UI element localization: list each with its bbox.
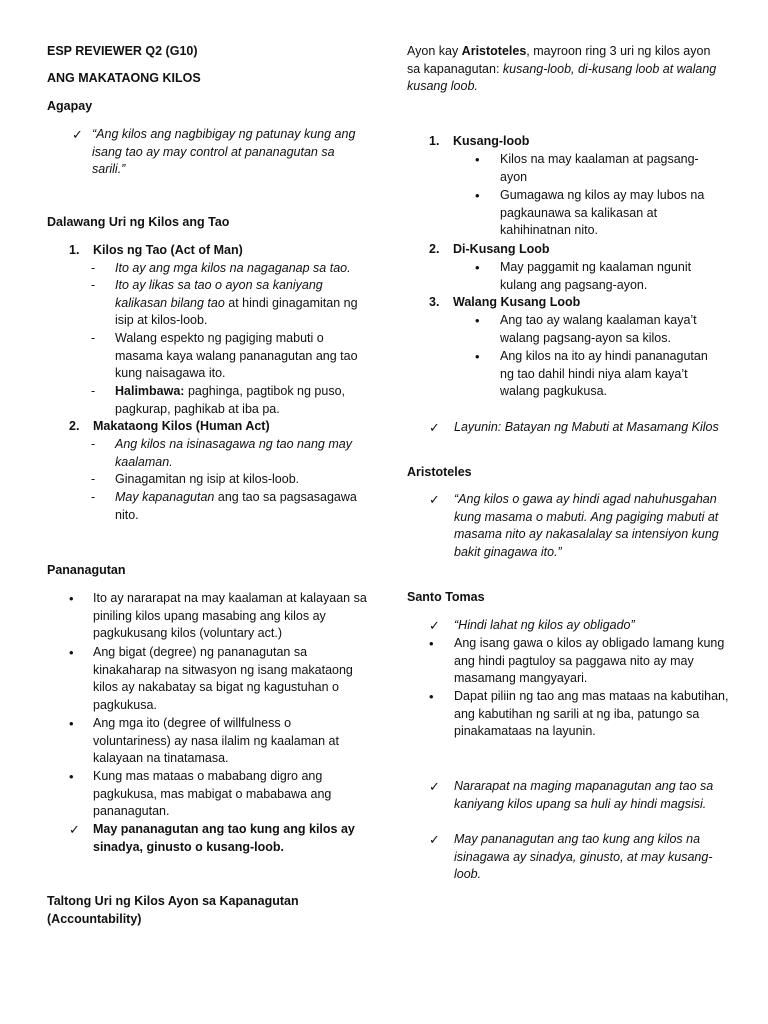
bullet-marker: • xyxy=(429,689,434,704)
check-icon: ✓ xyxy=(429,618,440,633)
checked-item xyxy=(429,831,729,884)
bullet-marker: • xyxy=(69,769,74,784)
heading-agapay: Agapay xyxy=(47,99,93,113)
list-number: 2. xyxy=(429,242,440,256)
list-number: 1. xyxy=(69,243,80,257)
list-item-text: Walang espekto ng pagiging mabuti o masama kaya walang pananagutan ang tao kung naisagawa ito. xyxy=(115,331,358,380)
section-title-makataong-kilos: ANG MAKATAONG KILOS xyxy=(47,71,201,85)
list-item xyxy=(475,151,715,186)
list-item-text: Ang isang gawa o kilos ay obligado lamang kung ang hindi pagtuloy sa paggawa nito ay may masamang mangyayari. xyxy=(454,636,725,685)
list-item-text: Gumagawa ng kilos ay may lubos na pagkaunawa sa kalikasan at kahihinatnan nito. xyxy=(500,188,705,237)
list-item-text: Ito ay nararapat na may kaalaman at kalayaan sa piniling kilos upang masabing ang kilos ay pagkukusang kilos (voluntary act.) xyxy=(93,591,367,640)
list-item xyxy=(475,312,715,347)
santo-tomas-quote-item xyxy=(429,617,729,635)
heading-dalawang-uri: Dalawang Uri ng Kilos ang Tao xyxy=(47,215,230,229)
agapay-quote-item xyxy=(72,126,362,179)
aristoteles-quote-item xyxy=(429,491,729,561)
list-item-text: Ang mga ito (degree of willfulness o voluntariness) ay nasa ilalim ng kaalaman at kalayaan na tinatamasa. xyxy=(93,716,339,765)
list-item xyxy=(69,715,367,768)
document-title: ESP REVIEWER Q2 (G10) xyxy=(47,44,198,58)
list-item-text xyxy=(115,489,367,524)
bullet-marker: • xyxy=(475,260,480,275)
kilos-ng-tao-title: Kilos ng Tao (Act of Man) xyxy=(93,243,243,257)
list-item-text: Ito ay ang mga kilos na nagaganap sa tao. xyxy=(115,261,351,275)
plain-text: ang tao sa pagsasagawa nito. xyxy=(115,490,357,522)
bullet-marker: • xyxy=(69,645,74,660)
heading-santo-tomas: Santo Tomas xyxy=(407,590,485,604)
list-item xyxy=(91,489,367,524)
santo-tomas-quote: “Hindi lahat ng kilos ay obligado” xyxy=(454,618,635,632)
list-item xyxy=(91,383,367,418)
list-item xyxy=(69,644,367,714)
layunin-item xyxy=(429,419,729,437)
dash-marker: - xyxy=(91,261,96,275)
layunin-text: Layunin: Batayan ng Mabuti at Masamang Kilos xyxy=(454,420,719,434)
bold-text: Aristoteles xyxy=(461,44,527,58)
makataong-kilos-item xyxy=(69,418,349,436)
dash-marker: - xyxy=(91,437,96,451)
list-item xyxy=(91,330,367,383)
check-icon: ✓ xyxy=(429,420,440,435)
list-number: 2. xyxy=(69,419,80,433)
list-item-text: Ginagamitan ng isip at kilos-loob. xyxy=(115,472,300,486)
dash-marker: - xyxy=(91,331,96,345)
list-number: 1. xyxy=(429,134,440,148)
bold-text: Halimbawa: xyxy=(115,384,185,398)
list-item-text: Ang kilos na ito ay hindi pananagutan ng tao dahil hindi niya alam kaya’t walang pagkukusa. xyxy=(500,349,708,398)
list-item xyxy=(475,259,715,294)
list-item-text: May pananagutan ang tao kung ang kilos ay sinadya, ginusto o kusang-loob. xyxy=(93,822,355,854)
list-item-text xyxy=(115,383,367,418)
aristoteles-intro xyxy=(407,43,727,96)
walang-kusang-loob-title: Walang Kusang Loob xyxy=(453,295,581,309)
italic-text: May kapanagutan xyxy=(115,490,215,504)
italic-text: Ito ay likas sa tao o ayon sa kaniyang kalikasan bilang tao xyxy=(115,278,323,310)
dash-marker: - xyxy=(91,278,96,292)
kusang-loob-title: Kusang-loob xyxy=(453,134,530,148)
check-icon: ✓ xyxy=(69,822,80,837)
dash-marker: - xyxy=(91,490,96,504)
bullet-marker: • xyxy=(69,716,74,731)
list-item-text: Ang kilos na isinasagawa ng tao nang may kaalaman. xyxy=(115,437,352,469)
bullet-marker: • xyxy=(429,636,434,651)
check-icon: ✓ xyxy=(429,832,440,847)
list-item-text: Kung mas mataas o mababang digro ang pagkukusa, mas mabigat o mababawa ang pananagutan. xyxy=(93,769,332,818)
makataong-kilos-title: Makataong Kilos (Human Act) xyxy=(93,419,270,433)
list-item-text: May pananagutan ang tao kung ang kilos na isinagawa ay sinadya, ginusto, at may kusang-loob. xyxy=(454,832,713,881)
heading-pananagutan: Pananagutan xyxy=(47,563,126,577)
check-icon: ✓ xyxy=(72,127,83,142)
bullet-marker: • xyxy=(475,188,480,203)
list-item xyxy=(429,688,729,741)
italic-text: kusang-loob, di-kusang loob at walang kusang loob. xyxy=(407,61,717,93)
aristoteles-quote: “Ang kilos o gawa ay hindi agad nahuhusgahan kung masama o mabuti. Ang pagiging mabuti at masama nito ay nakasalalay sa intensiyon kung bakit ginagawa ito.” xyxy=(454,492,719,559)
list-item xyxy=(91,471,367,489)
dash-marker: - xyxy=(91,384,96,398)
list-item xyxy=(429,635,729,688)
bullet-marker: • xyxy=(475,152,480,167)
list-item xyxy=(91,277,367,330)
check-icon: ✓ xyxy=(429,779,440,794)
list-item xyxy=(475,187,715,240)
list-item-text: Kilos na may kaalaman at pagsang-ayon xyxy=(500,152,699,184)
heading-aristoteles: Aristoteles xyxy=(407,465,472,479)
kusang-loob-item xyxy=(429,133,709,151)
list-item-text: Nararapat na maging mapanagutan ang tao sa kaniyang kilos upang sa huli ay hindi magsisi. xyxy=(454,779,714,811)
plain-text: paghinga, pagtibok ng puso, pagkurap, paghikab at iba pa. xyxy=(115,384,346,416)
kilos-ng-tao-item xyxy=(69,242,349,260)
list-item xyxy=(475,348,715,401)
check-icon: ✓ xyxy=(429,492,440,507)
checked-item xyxy=(69,821,367,856)
walang-kusang-loob-item xyxy=(429,294,709,312)
agapay-quote: “Ang kilos ang nagbibigay ng patunay kung ang isang tao ay may control at pananagutan sa sarili.” xyxy=(92,127,356,176)
bullet-marker: • xyxy=(69,591,74,606)
list-item xyxy=(69,768,367,821)
list-item-text: Ang tao ay walang kaalaman kaya’t walang pagsang-ayon sa kilos. xyxy=(500,313,697,345)
plain-text: , mayroon ring 3 uri ng kilos ayon sa kapanagutan: xyxy=(407,44,711,76)
list-item-text xyxy=(115,277,367,330)
heading-taltong-uri: Taltong Uri ng Kilos Ayon sa Kapanagutan (Accountability) xyxy=(47,894,299,926)
dash-marker: - xyxy=(91,472,96,486)
list-item-text: Dapat piliin ng tao ang mas mataas na kabutihan, ang kabutihan ng sarili at ng iba, patungo sa pinakamataas na layunin. xyxy=(454,689,729,738)
plain-text: at hindi ginagamitan ng isip at kilos-loob. xyxy=(115,295,358,327)
di-kusang-loob-title: Di-Kusang Loob xyxy=(453,242,550,256)
list-number: 3. xyxy=(429,295,440,309)
plain-text: Ayon kay xyxy=(407,44,462,58)
list-item xyxy=(69,590,367,643)
bullet-marker: • xyxy=(475,349,480,364)
di-kusang-loob-item xyxy=(429,241,709,259)
checked-item xyxy=(429,778,729,813)
list-item xyxy=(91,260,367,278)
list-item xyxy=(91,436,367,471)
list-item-text: Ang bigat (degree) ng pananagutan sa kinakaharap na sitwasyon ng isang makataong kilos ay nakabatay sa bigat ng kagustuhan o pagkukusa. xyxy=(93,645,353,712)
bullet-marker: • xyxy=(475,313,480,328)
list-item-text: May paggamit ng kaalaman ngunit kulang ang pagsang-ayon. xyxy=(500,260,692,292)
